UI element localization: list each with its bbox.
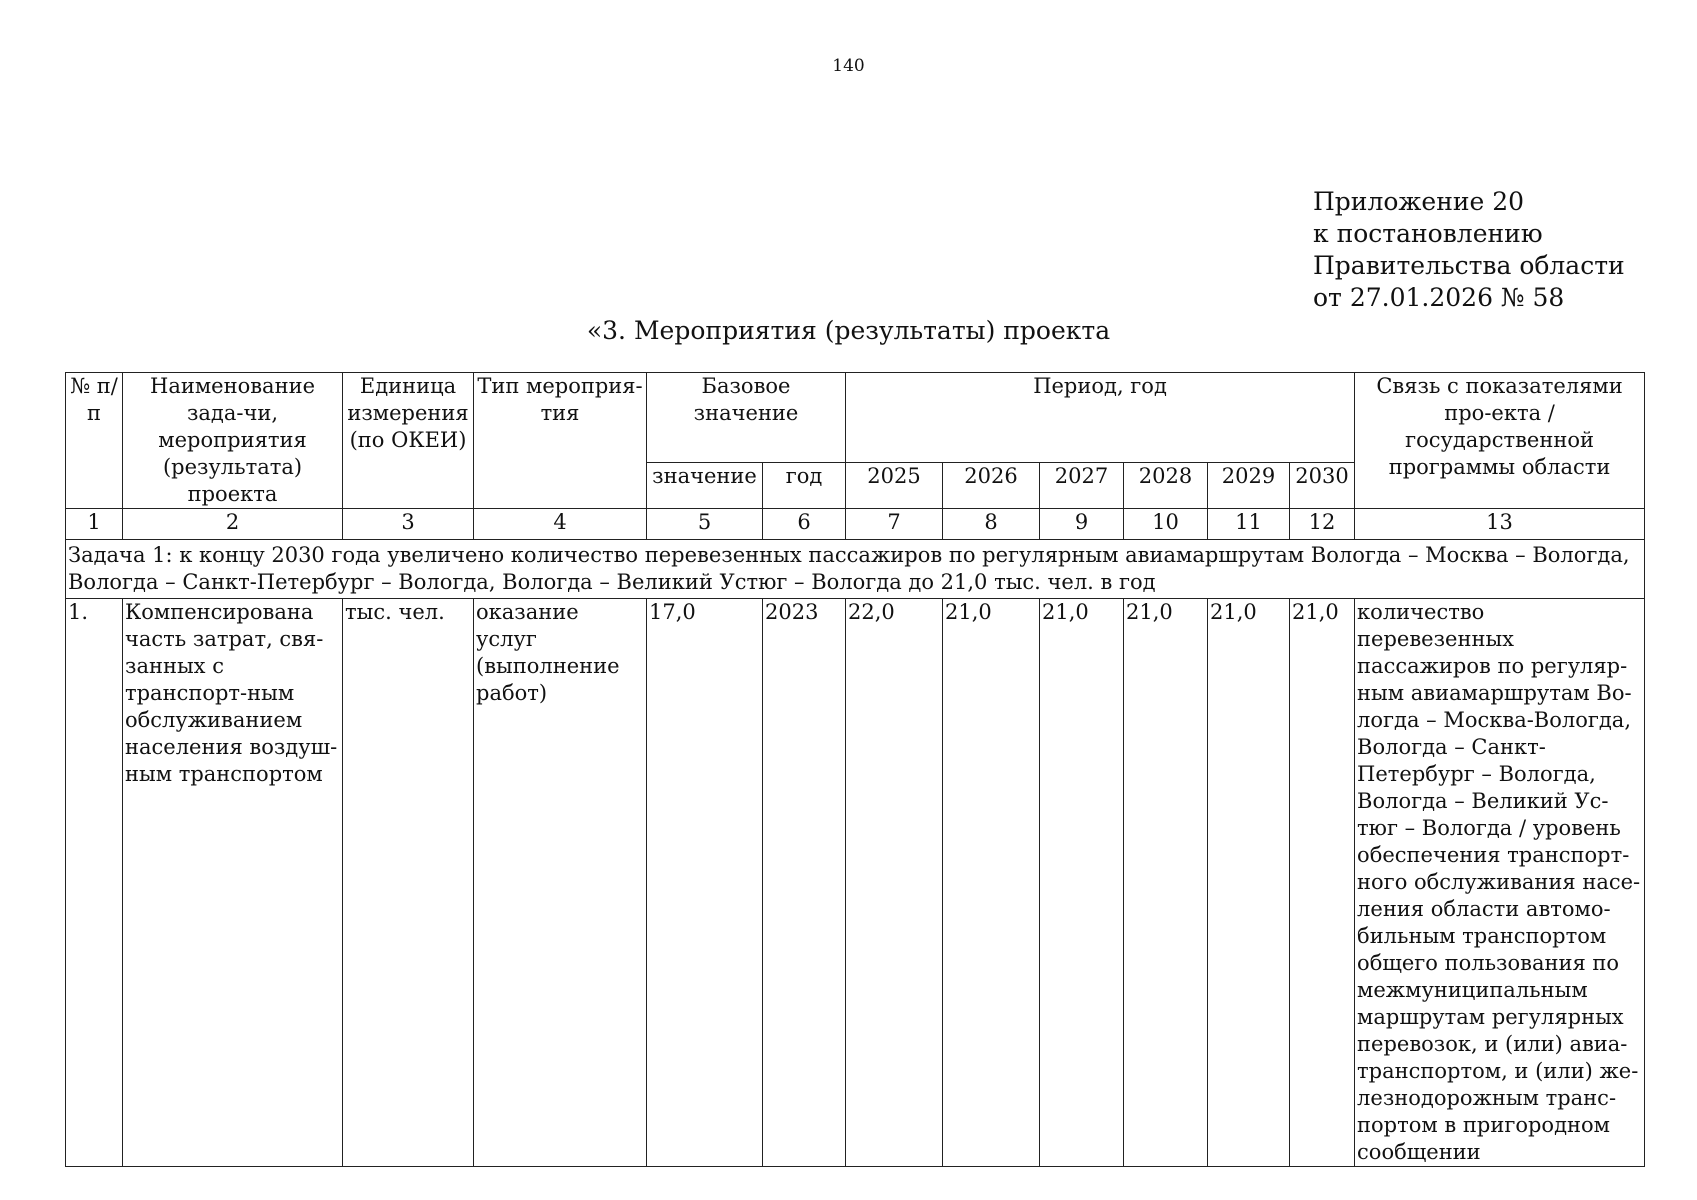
section-title (0, 316, 1697, 345)
row-name: Компенсирована часть затрат, свя-занных с транспорт-ным обслуживанием населения воздуш-ным транспортом (123, 599, 343, 1167)
row-link: количество перевезенных пассажиров по регуляр-ным авиамаршрутам Во-логда – Москва-Вологда, Вологда – Санкт-Петербург – Вологда, Вологда – Великий Ус-тюг – Вологда / уровень обеспечения транспорт-ного обслуживания насе-ления области автомо-бильным транспортом общего пользования по межмуниципальным маршрутам регулярных перевозок, и (или) авиа-транспортом, и (или) же-лезнодорожным транс-портом в пригородном сообщении (1355, 599, 1645, 1167)
header-type: Тип мероприя-тия (474, 373, 647, 509)
column-number: 5 (647, 509, 763, 540)
header-year-2029: 2029 (1208, 463, 1290, 509)
measures-table (65, 372, 1645, 1167)
header-row-1 (66, 373, 1645, 463)
column-number: 1 (66, 509, 123, 540)
row-base-value: 17,0 (647, 599, 763, 1167)
row-value-2025: 22,0 (846, 599, 943, 1167)
column-numbers-row (66, 509, 1645, 540)
header-num: № п/п (66, 373, 123, 509)
column-number: 7 (846, 509, 943, 540)
appendix-block (1313, 186, 1625, 314)
column-number: 6 (763, 509, 846, 540)
column-number: 13 (1355, 509, 1645, 540)
header-base: Базовое значение (647, 373, 846, 463)
header-link: Связь с показателями про-екта / государственной программы области (1355, 373, 1645, 509)
header-year-2030: 2030 (1290, 463, 1355, 509)
header-year-2025: 2025 (846, 463, 943, 509)
header-year-2027: 2027 (1040, 463, 1124, 509)
header-period: Период, год (846, 373, 1355, 463)
column-number: 4 (474, 509, 647, 540)
row-value-2027: 21,0 (1040, 599, 1124, 1167)
column-number: 8 (943, 509, 1040, 540)
column-number: 3 (343, 509, 474, 540)
task-text: Задача 1: к концу 2030 года увеличено количество перевезенных пассажиров по регулярным авиамаршрутам Вологда – Москва – Вологда, Вологда – Санкт-Петербург – Вологда, Вологда – Великий Устюг – Вологда до 21,0 тыс. чел. в год (66, 540, 1645, 599)
appendix-line-4: от 27.01.2026 № 58 (1313, 283, 1565, 312)
appendix-line-3: Правительства области (1313, 251, 1625, 280)
section-title-text: «3. Мероприятия (результаты) проекта (586, 316, 1111, 345)
column-number: 2 (123, 509, 343, 540)
row-value-2029: 21,0 (1208, 599, 1290, 1167)
page-number: 140 (832, 56, 865, 76)
column-number: 10 (1124, 509, 1208, 540)
row-base-year: 2023 (763, 599, 846, 1167)
header-unit: Единица измерения (по ОКЕИ) (343, 373, 474, 509)
task-row (66, 540, 1645, 599)
header-base-value: значение (647, 463, 763, 509)
header-name: Наименование зада-чи, мероприятия (результата) проекта (123, 373, 343, 509)
row-value-2030: 21,0 (1290, 599, 1355, 1167)
row-num: 1. (66, 599, 123, 1167)
column-number: 11 (1208, 509, 1290, 540)
header-base-year: год (763, 463, 846, 509)
row-unit: тыс. чел. (343, 599, 474, 1167)
appendix-line-1: Приложение 20 (1313, 187, 1525, 216)
row-value-2028: 21,0 (1124, 599, 1208, 1167)
header-year-2028: 2028 (1124, 463, 1208, 509)
row-value-2026: 21,0 (943, 599, 1040, 1167)
table-row (66, 599, 1645, 1167)
column-number: 12 (1290, 509, 1355, 540)
appendix-line-2: к постановлению (1313, 219, 1543, 248)
column-number: 9 (1040, 509, 1124, 540)
row-type: оказание услуг (выполнение работ) (474, 599, 647, 1167)
header-year-2026: 2026 (943, 463, 1040, 509)
